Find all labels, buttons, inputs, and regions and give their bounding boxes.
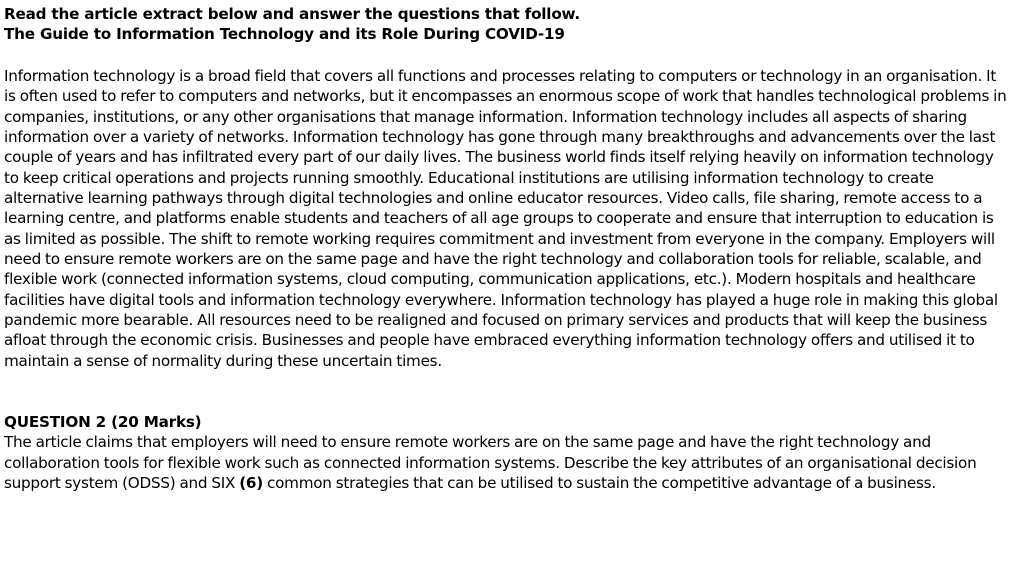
question-text-part2: common strategies that can be utilised to sustain the competitive advantage of a business. bbox=[262, 474, 936, 493]
instruction-heading: Read the article extract below and answer the questions that follow. bbox=[4, 5, 580, 23]
question-title: QUESTION 2 (20 Marks) bbox=[4, 412, 202, 431]
article-title: The Guide to Information Technology and its Role During COVID-19 bbox=[4, 25, 565, 44]
question-count-bold: (6) bbox=[239, 474, 263, 493]
article-extract: Information technology is a broad field that covers all functions and processes relating to computers or technology in an organisation. It is often used to refer to computers and networks, but it encompasses an enormous scope of work that handles technological problems in companies, institutions, or any other organisations that manage information. Information technology includes all aspects of sharing information over a variety of networks. Information technology has gone through many breakthroughs and advancements over the last couple of years and has infiltrated every part of our daily lives. The business world finds itself relying heavily on information technology to keep critical operations and projects running smoothly. Educational institutions are utilising information technology to create alternative learning pathways through digital technologies and online educator resources. Video calls, file sharing, remote access to a learning centre, and platforms enable students and teachers of all age groups to cooperate and ensure that interruption to education is as limited as possible. The shift to remote working requires commitment and investment from everyone in the company. Employers will need to ensure remote workers are on the same page and have the right technology and collaboration tools for reliable, scalable, and flexible work (connected information systems, cloud computing, communication applications, etc.). Modern hospitals and healthcare facilities have digital tools and information technology everywhere. Information technology has played a huge role in making this global pandemic more bearable. All resources need to be realigned and focused on primary services and products that will keep the business afloat through the economic crisis. Businesses and people have embraced everything information technology offers and utilised it to maintain a sense of normality during these uncertain times. bbox=[4, 66, 1007, 370]
question-body bbox=[4, 432, 1007, 493]
question-text-part1: The article claims that employers will need to ensure remote workers are on the same page and have the right technology and collaboration tools for flexible work such as connected information systems. Describe the key attributes of an organisational decision support system (ODSS) and SIX bbox=[4, 433, 977, 493]
